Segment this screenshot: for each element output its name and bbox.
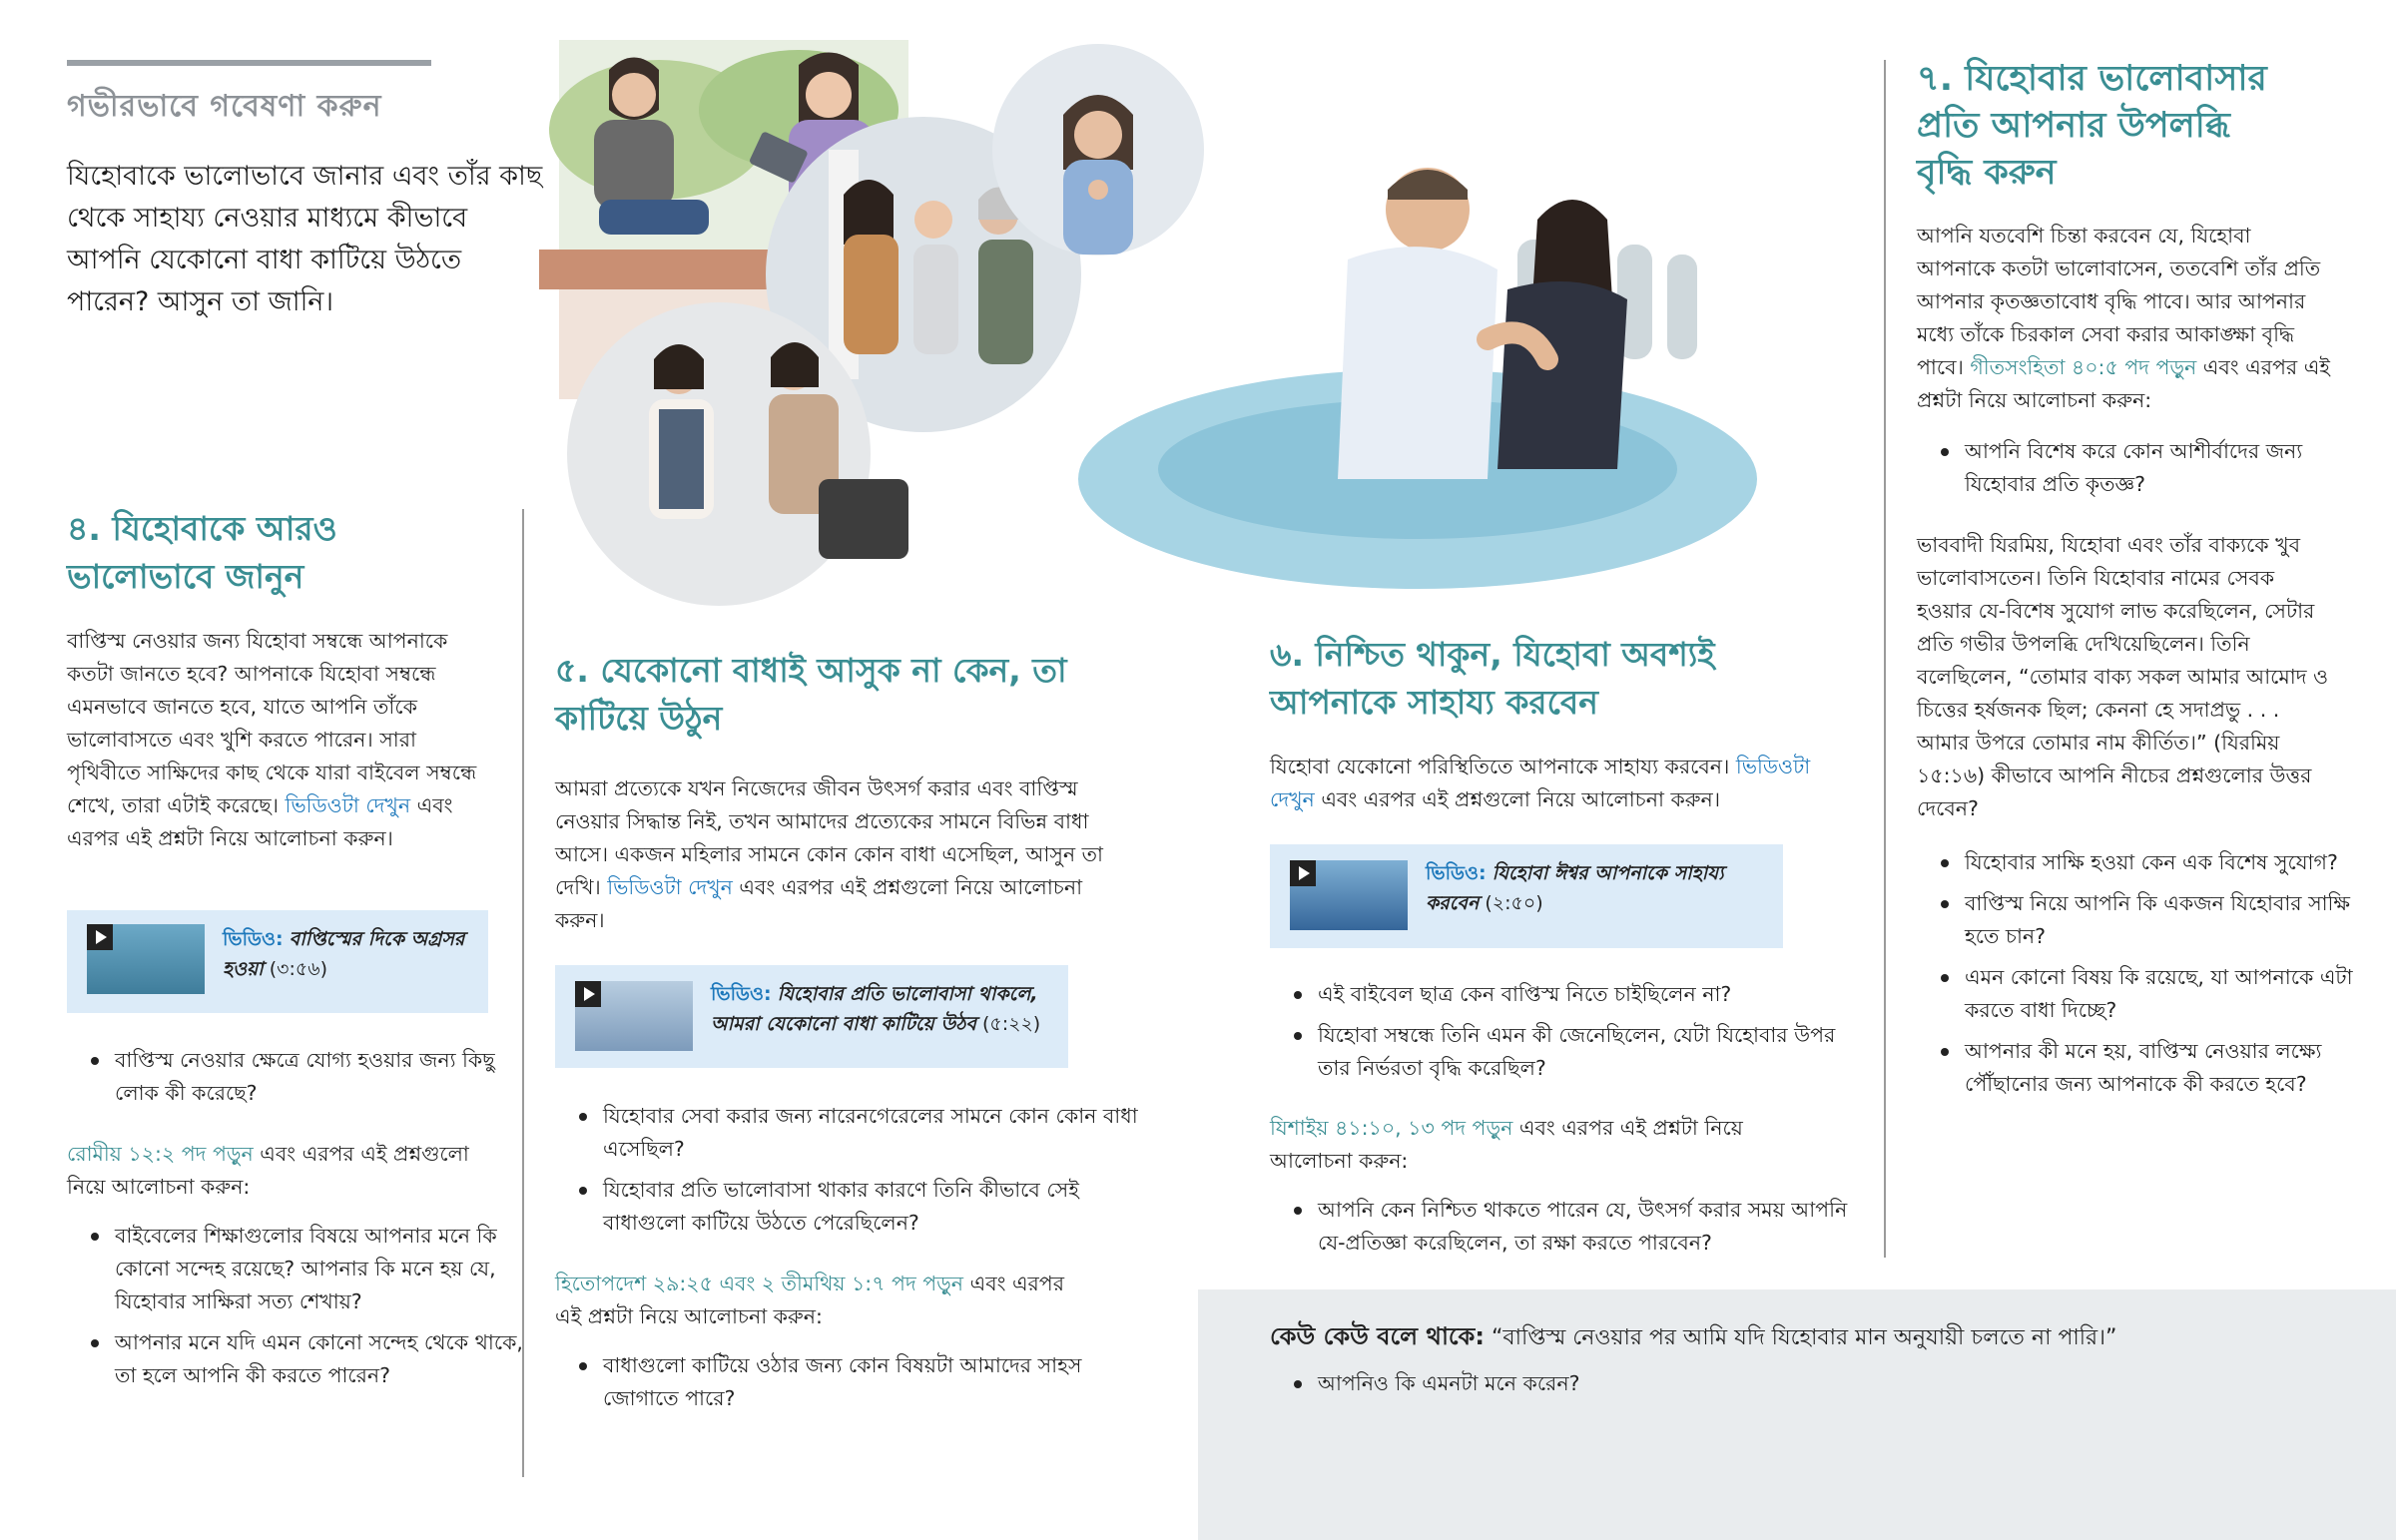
section-7-jeremiah-text: ভাববাদী যিরমিয়, যিহোবা এবং তাঁর বাক্যকে খুব ভালোবাসতেন। তিনি যিহোবার নামের সেবক হওয়ার যে-বিশেষ সুযোগ লাভ করেছিলেন, সেটার প্রতি গভীর উপলব্ধি দেখিয়েছিলেন। তিনি বলেছিলেন, “তোমার বাক্য সকল আমার আমোদ ও চিত্তের হর্ষজনক ছিল; কেননা হে সদাপ্রভু . . . আমার উপরে তোমার নাম কীর্তিত।” (যিরমিয় ১৫:১৬) কীভাবে আপনি নীচের প্রশ্নগুলোর উত্তর দেবেন? [1917,533,2329,820]
some-say-questions [1270,1367,2216,1408]
some-say-quote: “বাপ্তিস্ম নেওয়ার পর আমি যদি যিহোবার মান অনুযায়ী চলতে না পারি।” [1491,1325,2117,1350]
section-4-questions-a [67,1044,534,1118]
video-title: বাপ্তিস্মের দিকে অগ্রসর হওয়া [223,928,465,980]
section-5-scripture-end: এবং এরপর এই প্রশ্নটা নিয়ে আলোচনা করুন: [555,1272,1065,1328]
section-5-scripture [555,1268,1094,1333]
intro-heading: গভীরভাবে গবেষণা করুন [67,89,382,124]
video-label: ভিডিও: [1426,862,1487,884]
list-item: এমন কোনো বিষয় কি রয়েছে, যা আপনাকে এটা করতে বাধা দিচ্ছে? [1965,961,2354,1027]
some-say-statement [1270,1319,2368,1355]
section-6-video-caption[interactable] [1426,858,1745,918]
some-say-label: কেউ কেউ বলে থাকে: [1270,1322,1485,1350]
section-7-questions-b [1917,846,2354,1109]
video-duration: (৫:২২) [981,1013,1041,1035]
video-label: ভিডিও: [223,928,284,950]
baptism-illustration [1068,120,1767,599]
list-item: আপনি বিশেষ করে কোন আশীর্বাদের জন্য যিহোবার প্রতি কৃতজ্ঞ? [1965,435,2364,501]
section-5-scripture-link[interactable]: হিতোপদেশ ২৯:২৫ এবং ২ তীমথিয় ১:৭ পদ পড়ুন [555,1272,964,1295]
list-item: আপনার কী মনে হয়, বাপ্তিস্ম নেওয়ার লক্ষ্যে পৌঁছানোর জন্য আপনাকে কী করতে হবে? [1965,1035,2354,1101]
play-icon[interactable] [575,981,601,1007]
section-7-intro-end: এবং এরপর এই প্রশ্নটা নিয়ে আলোচনা করুন: [1917,355,2330,412]
video-title: যিহোবা ঈশ্বর আপনাকে সাহায্য করবেন [1426,862,1724,914]
section-4-scripture-end: এবং এরপর এই প্রশ্নগুলো নিয়ে আলোচনা করুন: [67,1142,469,1199]
section-4-intro [67,625,496,855]
list-item: বাধাগুলো কাটিয়ে ওঠার জন্য কোন বিষয়টা আমাদের সাহস জোগাতে পারে? [603,1349,1142,1415]
section-4-scripture [67,1138,496,1204]
section-5-video-card[interactable] [555,965,1068,1068]
section-5-title: ৫. যেকোনো বাধাই আসুক না কেন, তা কাটিয়ে উঠুন [555,651,1067,738]
section-6-questions-a [1270,978,1847,1093]
section-6-questions-b [1270,1194,1877,1268]
section-7-intro-text: আপনি যতবেশি চিন্তা করবেন যে, যিহোবা আপনাকে কতটা ভালোবাসেন, ততবেশি তাঁর প্রতি আপনার কৃতজ্ঞতাবোধ বৃদ্ধি পাবে। আর আপনার মধ্যে তাঁকে চিরকাল সেবা করার আকাঙ্ক্ষা বৃদ্ধি পাবে। [1917,224,2321,379]
section-6-video-thumbnail[interactable] [1290,860,1408,930]
list-item: বাইবেলের শিক্ষাগুলোর বিষয়ে আপনার মনে কি কোনো সন্দেহ রয়েছে? আপনার কি মনে হয় যে, যিহোবার সাক্ষিরা সত্য শেখায়? [115,1220,544,1318]
section-4-questions-b [67,1220,544,1400]
section-5-questions-a [555,1100,1142,1248]
section-5-intro-end: এবং এরপর এই প্রশ্নগুলো নিয়ে আলোচনা করুন। [555,875,1083,932]
section-6-intro-text: যিহোবা যেকোনো পরিস্থিতিতে আপনাকে সাহায্য করবেন। [1270,755,1730,778]
video-duration: (৩:৫৬) [269,958,327,980]
section-5-intro [555,772,1114,937]
video-title: যিহোবার প্রতি ভালোবাসা থাকলে, আমরা যেকোনো বাধা কাটিয়ে উঠব [711,983,1038,1035]
section-4-video-thumbnail[interactable] [87,924,205,994]
section-6-title: ৬. নিশ্চিত থাকুন, যিহোবা অবশ্যই আপনাকে সাহায্য করবেন [1270,635,1715,722]
list-item: যিহোবার সাক্ষি হওয়া কেন এক বিশেষ সুযোগ? [1965,846,2354,879]
section-5-questions-b [555,1349,1142,1423]
section-4-video-caption[interactable] [223,924,472,984]
section-4-title: ৪. যিহোবাকে আরও ভালোভাবে জানুন [67,509,337,596]
list-item: বাপ্তিস্ম নিয়ে আপনি কি একজন যিহোবার সাক্ষি হতে চান? [1965,887,2354,953]
section-6-scripture [1270,1112,1829,1178]
section-5-intro-text: আমরা প্রত্যেকে যখন নিজেদের জীবন উৎসর্গ করার এবং বাপ্তিস্ম নেওয়ার সিদ্ধান্ত নিই, তখন আমাদের প্রত্যেকের সামনে বিভিন্ন বাধা আসে। একজন মহিলার সামনে কোন কোন বাধা এসেছিল, আসুন তা দেখি। [555,776,1103,899]
list-item: আপনার মনে যদি এমন কোনো সন্দেহ থেকে থাকে, তা হলে আপনি কী করতে পারেন? [115,1326,544,1392]
section-4-video-link[interactable]: ভিডিওটা দেখুন [285,793,411,817]
section-6-scripture-end: এবং এরপর এই প্রশ্নটা নিয়ে আলোচনা করুন: [1270,1116,1743,1173]
list-item: আপনিও কি এমনটা মনে করেন? [1318,1367,2216,1400]
section-6-video-link[interactable]: ভিডিওটা দেখুন [1270,755,1811,811]
section-7-scripture-link[interactable]: গীতসংহিতা ৪০:৫ পদ পড়ুন [1970,355,2197,379]
section-5-video-thumbnail[interactable] [575,981,693,1051]
list-item: বাপ্তিস্ম নেওয়ার ক্ষেত্রে যোগ্য হওয়ার জন্য কিছু লোক কী করেছে? [115,1044,534,1110]
column-divider-3 [1884,60,1886,1258]
section-6-intro [1270,751,1859,816]
intro-text: যিহোবাকে ভালোভাবে জানার এবং তাঁর কাছ থেকে সাহায্য নেওয়ার মাধ্যমে কীভাবে আপনি যেকোনো বাধা কাটিয়ে উঠতে পারেন? আসুন তা জানি। [67,161,543,317]
list-item: যিহোবার সেবা করার জন্য নারেনগেরেলের সামনে কোন কোন বাধা এসেছিল? [603,1100,1142,1166]
section-4-intro-end: এবং এরপর এই প্রশ্নটা নিয়ে আলোচনা করুন। [67,793,453,850]
section-7-intro [1917,220,2330,417]
video-label: ভিডিও: [711,983,772,1005]
section-4-video-card[interactable] [67,910,488,1013]
list-item: যিহোবা সম্বন্ধে তিনি এমন কী জেনেছিলেন, যেটা যিহোবার উপর তার নির্ভরতা বৃদ্ধি করেছিল? [1318,1019,1847,1085]
section-5-video-caption[interactable] [711,979,1055,1039]
section-6-scripture-link[interactable]: যিশাইয় ৪১:১০, ১৩ পদ পড়ুন [1270,1116,1513,1140]
section-7-title: ৭. যিহোবার ভালোবাসার প্রতি আপনার উপলব্ধি বৃদ্ধি করুন [1917,59,2267,193]
intro-rule [67,60,431,66]
section-6-video-card[interactable] [1270,844,1783,948]
play-icon[interactable] [1290,860,1316,886]
section-5-video-link[interactable]: ভিডিওটা দেখুন [607,875,733,899]
section-4-intro-text: বাপ্তিস্ম নেওয়ার জন্য যিহোবা সম্বন্ধে আপনাকে কতটা জানতে হবে? আপনাকে যিহোবা সম্বন্ধে এমনভাবে জানতে হবে, যাতে আপনি তাঁকে ভালোবাসতে এবং খুশি করতে পারেন। সারা পৃথিবীতে সাক্ষিদের কাছ থেকে যারা বাইবেল সম্বন্ধে শেখে, তারা এটাই করেছে। [67,629,477,817]
list-item: আপনি কেন নিশ্চিত থাকতে পারেন যে, উৎসর্গ করার সময় আপনি যে-প্রতিজ্ঞা করেছিলেন, তা রক্ষা করতে পারবেন? [1318,1194,1877,1260]
list-item: যিহোবার প্রতি ভালোবাসা থাকার কারণে তিনি কীভাবে সেই বাধাগুলো কাটিয়ে উঠতে পেরেছিলেন? [603,1174,1142,1240]
section-6-intro-end: এবং এরপর এই প্রশ্নগুলো নিয়ে আলোচনা করুন। [1321,787,1721,811]
list-item: এই বাইবেল ছাত্র কেন বাপ্তিস্ম নিতে চাইছিলেন না? [1318,978,1847,1011]
play-icon[interactable] [87,924,113,950]
video-duration: (২:৫০) [1485,892,1543,914]
section-4-scripture-link[interactable]: রোমীয় ১২:২ পদ পড়ুন [67,1142,254,1166]
section-7-questions-a [1917,435,2364,509]
